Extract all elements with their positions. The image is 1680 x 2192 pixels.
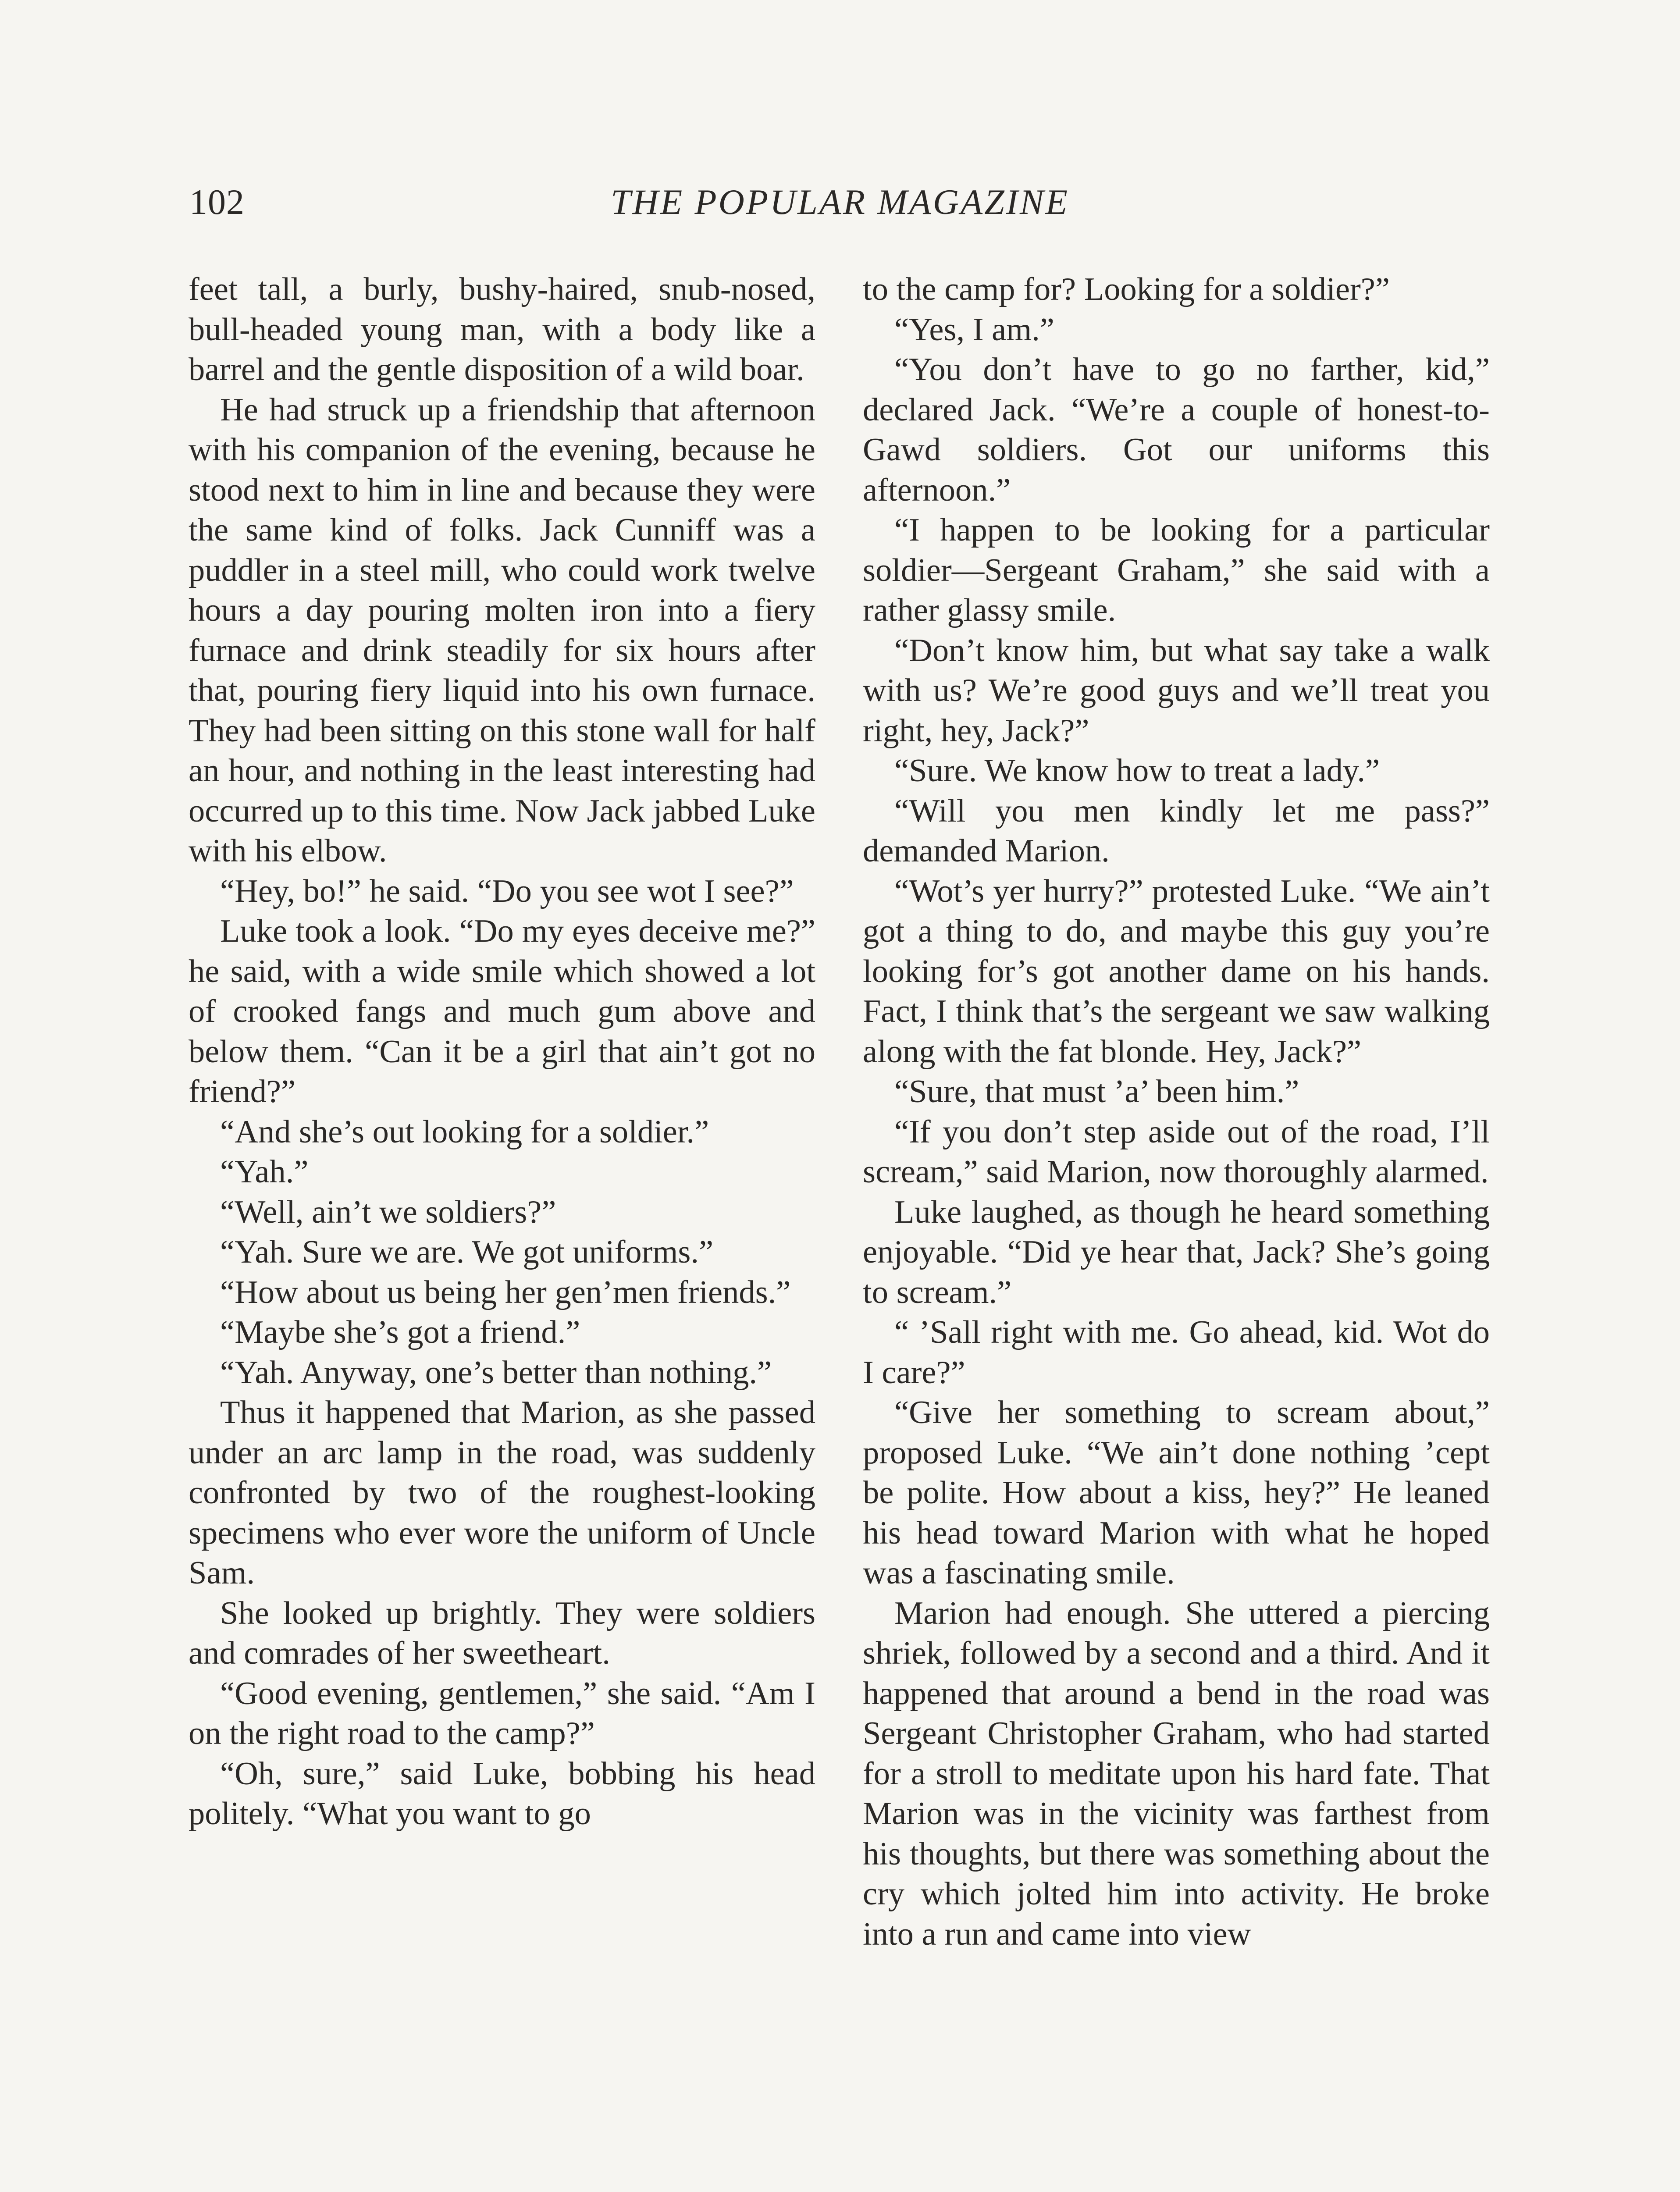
paragraph: She looked up brightly. They were soldiers and comrades of her sweetheart. xyxy=(189,1595,815,1671)
page-number: 102 xyxy=(189,182,245,222)
paragraph: “ ’Sall right with me. Go ahead, kid. Wot do I care?” xyxy=(863,1314,1490,1391)
paragraph: “If you don’t step aside out of the road, I’ll scream,” said Marion, now thoroughly alarmed. xyxy=(863,1114,1490,1190)
paragraph: to the camp for? Looking for a soldier?” xyxy=(863,271,1390,307)
paragraph: “I happen to be looking for a particular soldier—Sergeant Graham,” she said with a rather glassy smile. xyxy=(863,512,1490,628)
paragraph: “Don’t know him, but what say take a walk with us? We’re good guys and we’ll treat you right, hey, Jack?” xyxy=(863,632,1490,749)
paragraph: Marion had enough. She uttered a piercing shriek, followed by a second and a third. And it happened that around a bend in the road was Sergeant Christopher Graham, who had started for a stroll to meditate upon his hard fate. That Marion was in the vicinity was farthest from his thoughts, but there was something about the cry which jolted him into activity. He broke into a run and came into view xyxy=(863,1595,1490,1952)
paragraph: “Good evening, gentlemen,” she said. “Am I on the right road to the camp?” xyxy=(189,1675,815,1751)
paragraph: “Sure, that must ’a’ been him.” xyxy=(894,1074,1299,1110)
paragraph: “Well, ain’t we soldiers?” xyxy=(220,1194,556,1230)
running-title: THE POPULAR MAGAZINE xyxy=(611,182,1069,222)
paragraph: “Wot’s yer hurry?” protested Luke. “We ain’t got a thing to do, and maybe this guy you’re looking for’s got another dame on his hands. Fact, I think that’s the sergeant we saw walking along with the fat blonde. Hey, Jack?” xyxy=(863,873,1490,1070)
paragraph: feet tall, a burly, bushy-haired, snub-nosed, bull-headed young man, with a body like a barrel and the gentle disposition of a wild boar. xyxy=(189,271,815,388)
paragraph: He had struck up a friendship that afternoon with his companion of the evening, because he stood next to him in line and because they were the same kind of folks. Jack Cunniff was a puddler in a steel mill, who could work twelve hours a day pouring molten iron into a fiery furnace and drink steadily for six hours after that, pouring fiery liquid into his own furnace. They had been sitting on this stone wall for half an hour, and nothing in the least interesting had occurred up to this time. Now Jack jabbed Luke with his elbow. xyxy=(189,391,815,869)
paragraph: Luke took a look. “Do my eyes deceive me?” he said, with a wide smile which showed a lot of crooked fangs and much gum above and below them. “Can it be a girl that ain’t got no friend?” xyxy=(189,913,815,1110)
paragraph: “Maybe she’s got a friend.” xyxy=(220,1314,580,1350)
paragraph: “Yah. Anyway, one’s better than nothing.” xyxy=(220,1354,772,1391)
paragraph: “And she’s out looking for a soldier.” xyxy=(220,1114,709,1150)
paragraph: “Yes, I am.” xyxy=(894,311,1054,348)
paragraph: “Will you men kindly let me pass?” demanded Marion. xyxy=(863,793,1490,869)
paragraph: “Give her something to scream about,” proposed Luke. “We ain’t done nothing ’cept be polite. How about a kiss, hey?” He leaned his head toward Marion with what he hoped was a fascinating smile. xyxy=(863,1395,1490,1591)
paragraph: “Hey, bo!” he said. “Do you see wot I see?” xyxy=(220,873,794,909)
right-column xyxy=(863,270,1490,1954)
paragraph: “You don’t have to go no farther, kid,” declared Jack. “We’re a couple of honest-to-Gawd soldiers. Got our uniforms this afternoon.” xyxy=(863,352,1490,508)
paragraph: “Oh, sure,” said Luke, bobbing his head politely. “What you want to go xyxy=(189,1755,815,1832)
paragraph: “Yah. Sure we are. We got uniforms.” xyxy=(220,1234,714,1270)
left-column xyxy=(189,270,815,1834)
paragraph: “Yah.” xyxy=(220,1154,309,1190)
paragraph: Luke laughed, as though he heard something enjoyable. “Did ye hear that, Jack? She’s going to scream.” xyxy=(863,1194,1490,1310)
paragraph: “How about us being her gen’men friends.” xyxy=(220,1274,791,1310)
paragraph: Thus it happened that Marion, as she passed under an arc lamp in the road, was suddenly confronted by two of the roughest-looking specimens who ever wore the uniform of Uncle Sam. xyxy=(189,1395,815,1591)
paragraph: “Sure. We know how to treat a lady.” xyxy=(894,753,1380,789)
